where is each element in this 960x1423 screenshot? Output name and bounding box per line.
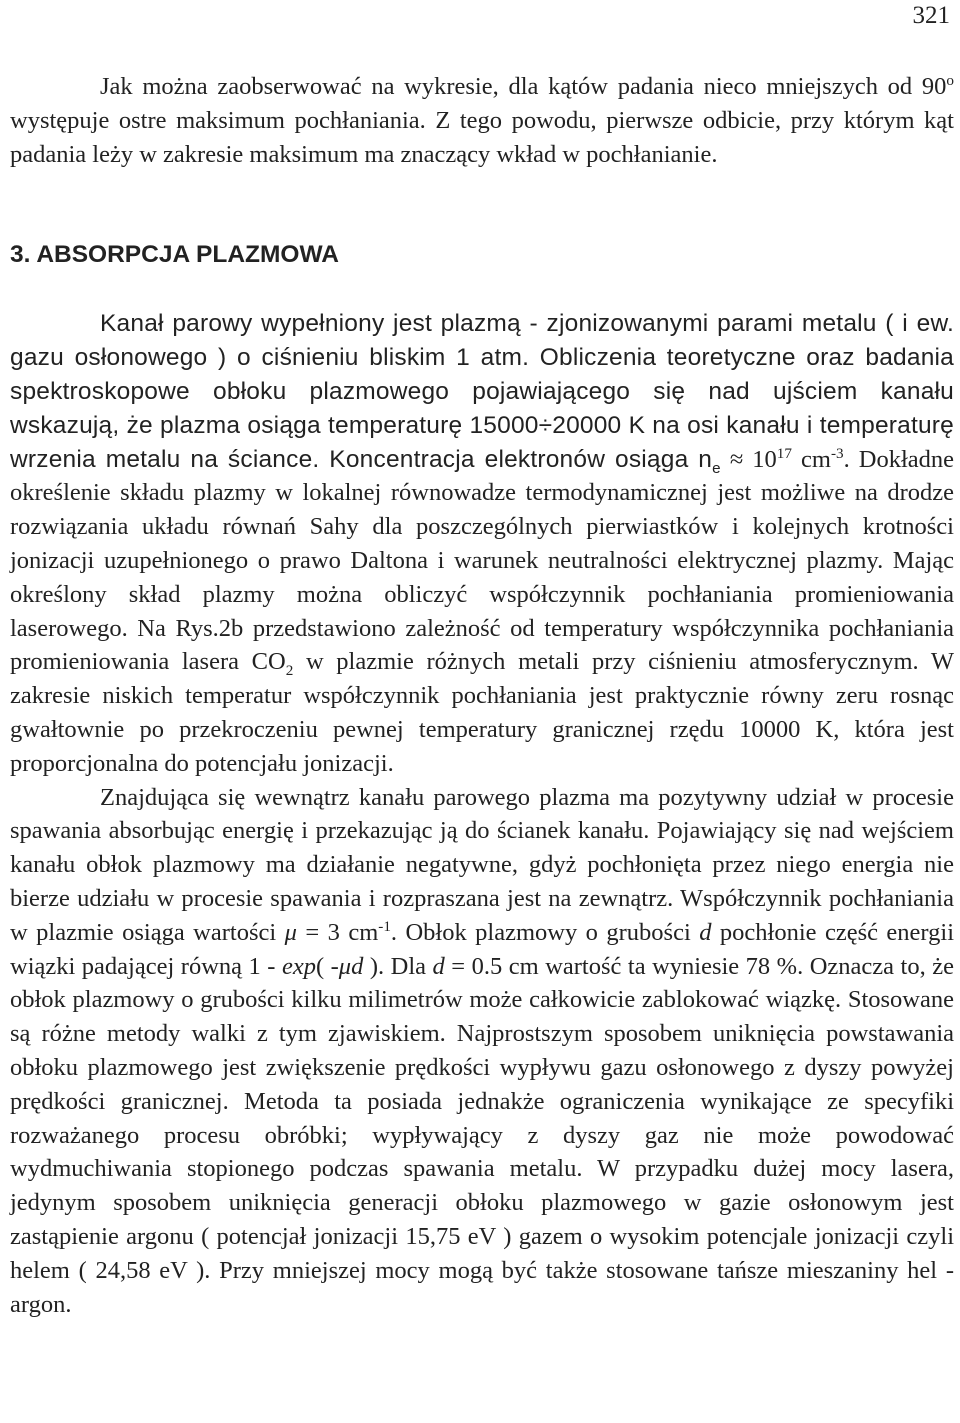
paragraph-cloud-text-f: ). Dla [363,952,433,980]
paragraph-plasma-text-b: . Dokładne określenie składu plazmy w lokalnej równowadze termodynamicznej jest możliwe na drodze rozwiązania układu równań Sahy dla poszczególnych pierwiastków i kolejnych krotności jonizacji uzupełnionego o prawo Daltona i warunek neutralności elektrycznej plazmy. Mając określony skład plazmy można obliczyć współczynnik pochłaniania promieniowania laserowego. Na Rys.2b przedstawiono zależność od temperatury współczynnika pochłaniania promieniowania lasera CO [10,445,955,676]
exponent-17: 17 [776,444,792,462]
paragraph-intro-text-b: występuje ostre maksimum pochłaniania. Z tego powodu, pierwsze odbicie, przy którym kąt padania leży w zakresie maksimum ma znaczący wkład w pochłanianie. [10,106,954,168]
unit-cm: cm [791,445,831,473]
paragraph-cloud-text-e: ( - [315,952,339,980]
paragraph-plasma-text-a: Kanał parowy wypełniony jest plazmą - zjonizowanymi parami metalu ( i ew. gazu osłonowego ) o ciśnieniu bliskim 1 atm. Obliczenia teoretyczne oraz badania spektroskopowe obłoku plazmowego pojawiającego się nad ujściem kanału wskazują, że plazma osiąga temperaturę 15000÷20000 K na osi kanału i temperaturę wrzenia metalu na ściance. Koncentracja elektronów osiąga n [10,310,954,473]
co2-subscript: 2 [285,662,294,680]
exp-function: exp [281,952,316,980]
degree-superscript: o [946,71,954,89]
paragraph-plasma-cloud [10,781,954,1322]
mu-d-term: μd [338,952,364,980]
exponent-minus-3: -3 [830,444,844,462]
paragraph-cloud-text-a: Znajdująca się wewnątrz kanału parowego plazma ma pozytywny udział w procesie spawania absorbując energię i przekazując ją do ścianek kanału. Pojawiający się nad wejściem kanału obłok plazmowy ma działanie negatywne, gdyż pochłonięta przez niego energia nie bierze udziału w procesie spawania i rozpraszana jest na zewnątrz. Współczynnik pochłaniania w plazmie osiąga wartości [10,783,954,946]
electron-subscript: e [712,459,721,477]
thickness-symbol: d [699,918,712,946]
paragraph-cloud-text-c: . Obłok plazmowy o grubości [390,918,700,946]
paragraph-cloud-text-g: = 0.5 cm wartość ta wyniesie 78 %. Oznacza to, że obłok plazmowy o grubości kilku milimetrów może całkowicie zablokować wiązkę. Stosowane są różne metody walki z tym zjawiskiem. Najprostszym sposobem uniknięcia powstawania obłoku plazmowego jest zwiększenie prędkości wypływu gazu osłonowego z dyszy powyżej prędkości granicznej. Metoda ta posiada jednakże ograniczenia wynikające ze specyfiki rozważanego procesu obróbki; wypływający z dyszy gaz nie może powodować wydmuchiwania stopionego podczas spawania metalu. W przypadku dużej mocy lasera, jedynym sposobem uniknięcia generacji obłoku plazmowego w gazie osłonowym jest zastąpienie argonu ( potencjał jonizacji 15,75 eV ) gazem o wysokim potencjale jonizacji czyli helem ( 24,58 eV ). Przy mniejszej mocy mogą być także stosowane tańsze mieszaniny hel - argon. [10,952,954,1318]
paragraph-plasma-text-c: w plazmie różnych metali przy ciśnieniu atmosferycznym. W zakresie niskich temperatur współczynnik pochłaniania jest praktycznie równy zeru rosnąc gwałtownie po przekroczeniu pewnej temperatury granicznej rzędu 10000 K, która jest proporcjonalna do potencjału jonizacji. [10,648,955,777]
thickness-symbol-2: d [432,952,445,980]
paragraph-cloud-text-d: pochłonie część energii wiązki padającej równą 1 - [10,918,955,980]
exponent-minus-1: -1 [378,917,391,935]
document-body [10,70,954,1321]
page-number: 321 [912,2,950,29]
section-heading: 3. ABSORPCJA PLAZMOWA [10,241,339,269]
paragraph-intro [10,70,954,171]
paragraph-plasma [10,307,954,780]
paragraph-cloud-text-b: = 3 cm [296,918,379,946]
approx-value: ≈ 10 [720,445,777,473]
mu-symbol: μ [284,918,297,946]
paragraph-intro-text-a: Jak można zaobserwować na wykresie, dla kątów padania nieco mniejszych od 90 [100,73,947,100]
